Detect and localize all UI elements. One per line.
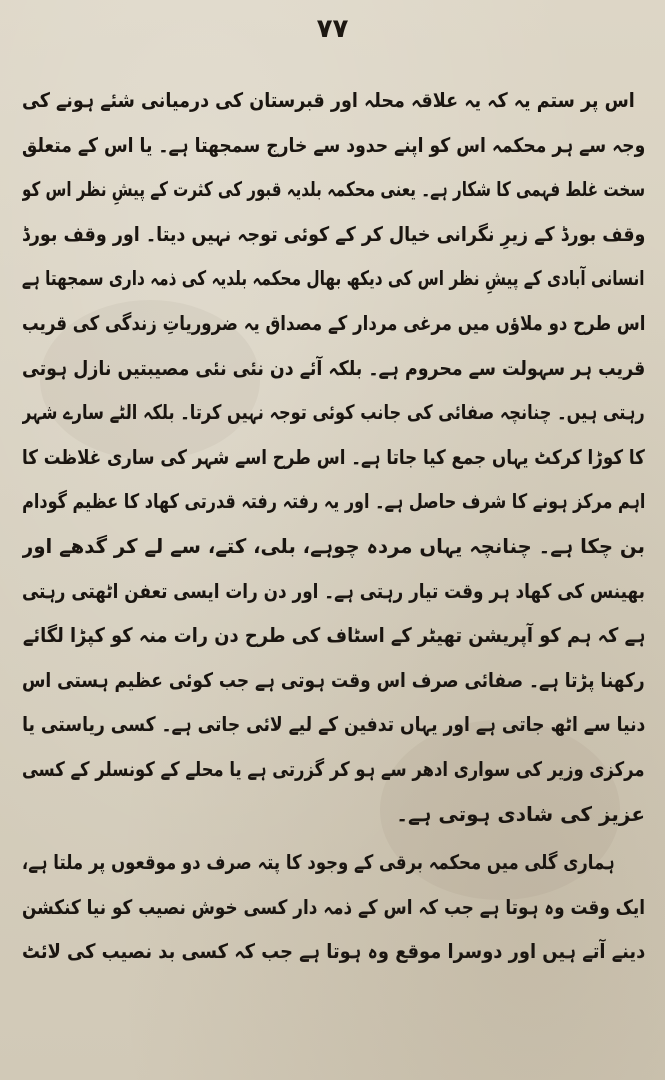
text-line: عزیز کی شادی ہوتی ہے۔	[396, 801, 645, 826]
text-line: بن چکا ہے۔ چنانچہ یہاں مردہ چوہے، بلی، کتے، سے لے کر گدھے اور	[22, 533, 645, 558]
text-line: انسانی آبادی کے پیشِ نظر اس کی دیکھ بھال محکمہ بلدیہ کی ذمہ داری سمجھتا ہے	[22, 266, 645, 291]
text-line: رہتی ہیں۔ چنانچہ صفائی کی جانب کوئی توجہ نہیں کرتا۔ بلکہ الٹے سارے شہر	[22, 400, 645, 425]
text-line: دنیا سے اٹھ جاتی ہے اور یہاں تدفین کے لیے لائی جاتی ہے۔ کسی ریاستی یا	[22, 712, 645, 737]
text-line: ہماری گلی میں محکمہ برقی کے وجود کا پتہ صرف دو موقعوں پر ملتا ہے،	[22, 850, 615, 875]
text-line: قریب ہر سہولت سے محروم ہے۔ بلکہ آئے دن نئی نئی مصیبتیں نازل ہوتی	[22, 355, 645, 380]
text-line: ایک وقت وہ ہوتا ہے جب کہ اس کے ذمہ دار کسی خوش نصیب کو نیا کنکشن	[22, 894, 645, 919]
text-line: کا کوڑا کرکٹ یہاں جمع کیا جاتا ہے۔ اس طرح اسے شہر کی ساری غلاظت کا	[22, 444, 645, 469]
body-text	[22, 78, 645, 974]
text-line: دینے آتے ہیں اور دوسرا موقع وہ ہوتا ہے جب کہ کسی بد نصیب کی لائٹ	[22, 939, 645, 964]
text-line: اس پر ستم یہ کہ یہ علاقہ محلہ اور قبرستان کی درمیانی شئے ہونے کی	[22, 88, 635, 112]
page-number: ۷۷	[316, 14, 349, 44]
text-line: ہے کہ ہم کو آپریشن تھیٹر کے اسٹاف کی طرح دن رات منہ کو کپڑا لگائے	[22, 623, 645, 648]
text-line: اس طرح دو ملاؤں میں مرغی مردار کے مصداق یہ ضروریاتِ زندگی کی قریب	[22, 310, 645, 335]
text-line: سخت غلط فہمی کا شکار ہے۔ یعنی محکمہ بلدیہ قبور کی کثرت کے پیشِ نظر اس کو	[22, 177, 645, 202]
paragraph-1	[22, 78, 645, 836]
text-line: رکھنا پڑتا ہے۔ صفائی صرف اس وقت ہوتی ہے جب کوئی عظیم ہستی اس	[22, 667, 645, 692]
text-line: مرکزی وزیر کی سواری ادھر سے ہو کر گزرتی ہے یا محلے کے کونسلر کے کسی	[22, 756, 645, 781]
text-line: اہم مرکز ہونے کا شرف حاصل ہے۔ اور یہ رفتہ رفتہ قدرتی کھاد کا عظیم گودام	[22, 489, 645, 514]
text-line: وجہ سے ہر محکمہ اس کو اپنے حدود سے خارج سمجھتا ہے۔ یا اس کے متعلق	[22, 132, 645, 157]
text-line: بھینس کی کھاد ہر وقت تیار رہتی ہے۔ اور دن رات ایسی تعفن اٹھتی رہتی	[22, 578, 645, 603]
text-line: وقف بورڈ کے زیرِ نگرانی خیال کر کے کوئی توجہ نہیں دیتا۔ اور وقف بورڈ	[22, 221, 645, 246]
paragraph-2	[22, 840, 645, 974]
